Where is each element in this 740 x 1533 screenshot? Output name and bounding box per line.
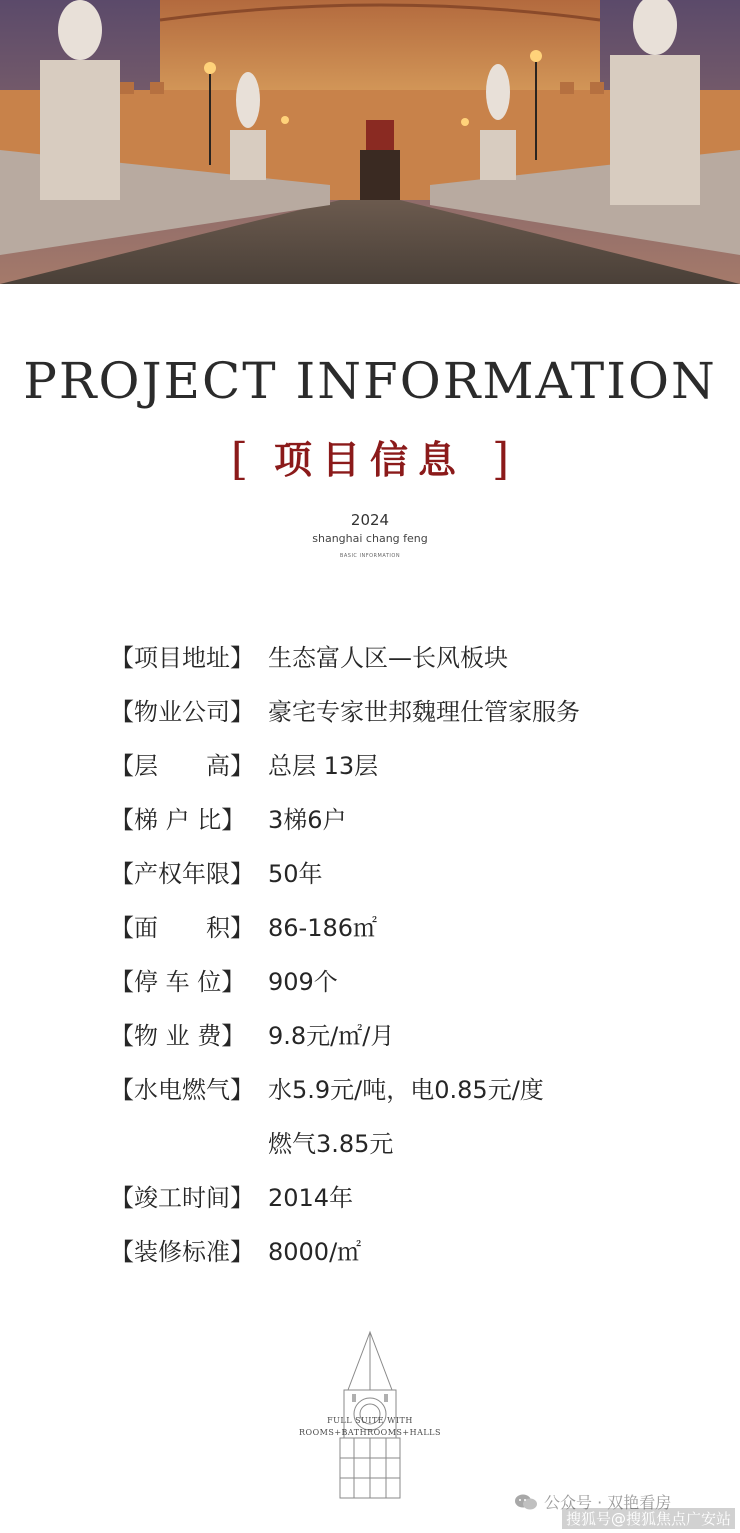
clock-tower-icon: [330, 1330, 410, 1500]
info-list: [110, 628, 670, 1276]
info-row: [110, 844, 670, 898]
hero-photo: [0, 0, 740, 284]
tower-caption-1: FULL SUITE WITH: [327, 1416, 413, 1425]
wechat-icon: [514, 1493, 538, 1511]
bracket-right: ]: [492, 434, 510, 485]
info-row: [110, 682, 670, 736]
info-label: 【水电燃气】: [110, 1075, 254, 1104]
info-label: 【层 高】: [110, 751, 254, 780]
info-value: 3梯6户: [268, 805, 347, 834]
info-row: [110, 628, 670, 682]
info-label: 【物 业 费】: [110, 1021, 246, 1050]
info-row: [110, 1222, 670, 1276]
info-value: 燃气3.85元: [268, 1129, 394, 1158]
info-label: 【项目地址】: [110, 643, 254, 672]
bracket-left: [: [230, 434, 248, 485]
tower-caption-2: ROOMS+BATHROOMS+HALLS: [299, 1428, 441, 1437]
info-label: 【梯 户 比】: [110, 805, 246, 834]
info-value: 水5.9元/吨，电0.85元/度: [268, 1075, 544, 1104]
info-row: [110, 1060, 670, 1114]
info-row: [110, 952, 670, 1006]
info-value: 总层 13层: [268, 751, 379, 780]
info-row: [110, 1006, 670, 1060]
info-value: 909个: [268, 967, 338, 996]
subtitle-text: 项目信息: [273, 438, 466, 482]
place-label: shanghai chang feng: [312, 532, 428, 545]
info-value: 50年: [268, 859, 323, 888]
clock-tower-illustration: [330, 1330, 410, 1500]
page-title: PROJECT INFORMATION: [23, 352, 717, 410]
info-label: 【停 车 位】: [110, 967, 246, 996]
info-label: 【竣工时间】: [110, 1183, 254, 1212]
info-value: 86-186㎡: [268, 913, 378, 942]
info-value: 生态富人区—长风板块: [268, 643, 508, 672]
info-label: 【产权年限】: [110, 859, 254, 888]
info-row: [110, 736, 670, 790]
castle-bridge-image: [0, 0, 740, 284]
info-value: 8000/㎡: [268, 1237, 362, 1266]
year-label: 2024: [350, 511, 390, 529]
subtitle-block: [0, 432, 740, 488]
watermark-source: 搜狐号@搜狐焦点广安站: [562, 1508, 735, 1529]
info-row: [110, 1114, 670, 1168]
info-label: 【装修标准】: [110, 1237, 254, 1266]
basic-info-label: BASIC INFORMATION: [339, 553, 401, 559]
info-label: 【物业公司】: [110, 697, 254, 726]
watermark-account-text: 公众号 · 双艳看房: [544, 1493, 672, 1512]
info-value: 9.8元/㎡/月: [268, 1021, 395, 1050]
info-value: 2014年: [268, 1183, 354, 1212]
info-label: 【面 积】: [110, 913, 254, 942]
info-row: [110, 898, 670, 952]
info-value: 豪宅专家世邦魏理仕管家服务: [268, 697, 580, 726]
info-row: [110, 1168, 670, 1222]
info-row: [110, 790, 670, 844]
